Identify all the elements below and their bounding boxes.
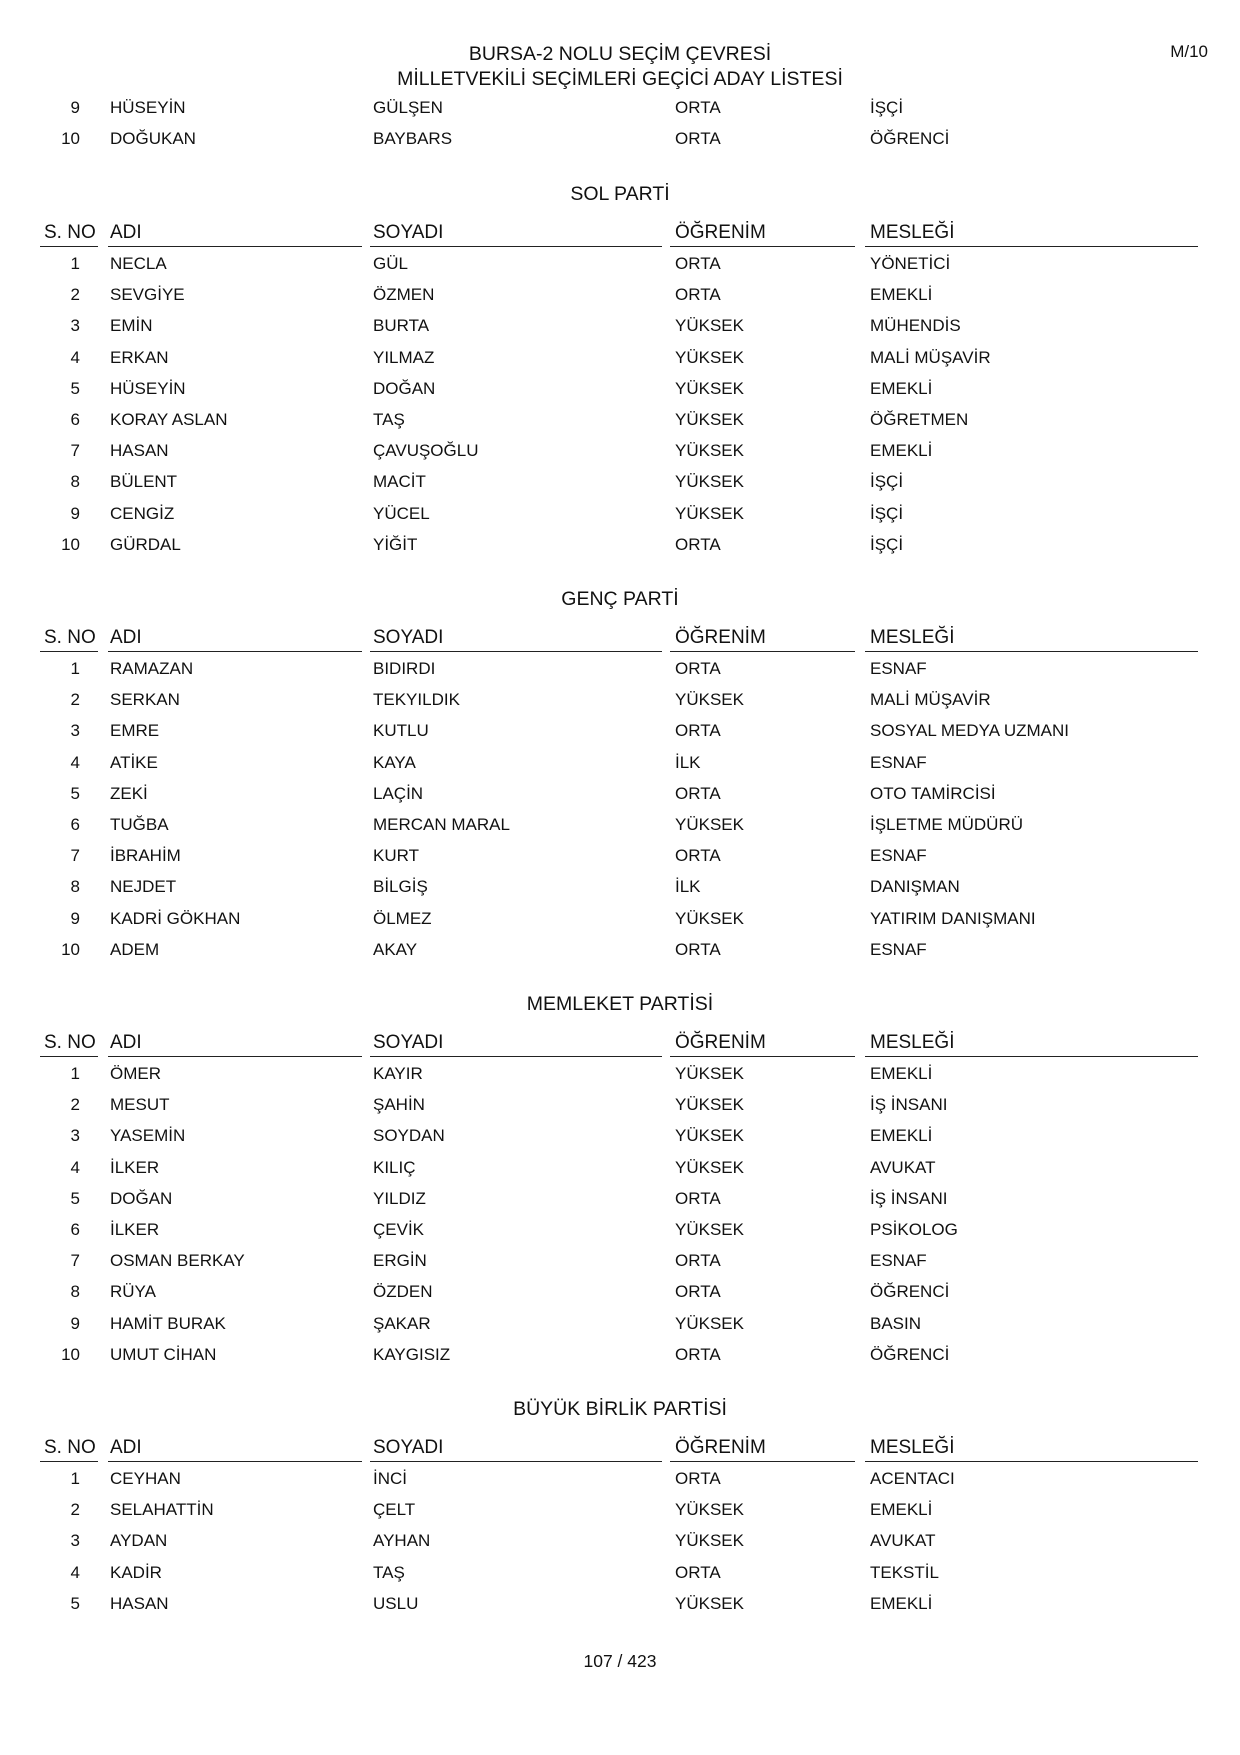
cell-ogrenim: YÜKSEK bbox=[675, 1313, 744, 1333]
cell-ad: ADEM bbox=[110, 939, 160, 959]
cell-ogrenim: ORTA bbox=[675, 659, 721, 678]
table-row bbox=[0, 248, 1240, 279]
cell-no: 10 bbox=[61, 534, 80, 554]
cell-ad: TUĞBA bbox=[110, 815, 169, 834]
column-underline bbox=[370, 651, 662, 652]
cell-soyad: KURT bbox=[373, 846, 419, 866]
cell-ad: HÜSEYİN bbox=[110, 378, 186, 398]
header-meslek: MESLEĞİ bbox=[870, 627, 955, 648]
cell-no: 1 bbox=[70, 1469, 80, 1488]
cell-ad: SELAHATTİN bbox=[110, 1500, 214, 1520]
cell-soyad: ÇAVUŞOĞLU bbox=[373, 441, 479, 461]
document-title bbox=[0, 42, 1240, 92]
cell-meslek: ESNAF bbox=[870, 939, 927, 959]
cell-soyad: KUTLU bbox=[373, 721, 429, 741]
cell-ogrenim: YÜKSEK bbox=[675, 1095, 744, 1115]
cell-no: 3 bbox=[70, 721, 80, 741]
cell-ad: SERKAN bbox=[110, 690, 180, 710]
cell-ad: RAMAZAN bbox=[110, 659, 194, 678]
cell-ad: GÜRDAL bbox=[110, 534, 181, 554]
cell-no: 2 bbox=[70, 285, 80, 305]
cell-ad: KADİR bbox=[110, 1562, 162, 1582]
cell-meslek: EMEKLİ bbox=[870, 441, 933, 461]
cell-ad: HASAN bbox=[110, 441, 169, 461]
cell-soyad: KILIÇ bbox=[373, 1157, 416, 1177]
page-number: 107 / 423 bbox=[583, 1651, 657, 1671]
cell-meslek: EMEKLİ bbox=[870, 1126, 933, 1146]
header-ogrenim: ÖĞRENİM bbox=[675, 1437, 766, 1458]
column-underline bbox=[865, 651, 1198, 652]
party-heading: GENÇ PARTİ bbox=[561, 588, 679, 610]
cell-soyad: ÇEVİK bbox=[373, 1220, 425, 1239]
cell-ogrenim: YÜKSEK bbox=[675, 441, 744, 461]
table-header bbox=[0, 1027, 1240, 1058]
cell-soyad: GÜLŞEN bbox=[373, 98, 443, 117]
table-row bbox=[0, 123, 1240, 154]
cell-meslek: MALİ MÜŞAVİR bbox=[870, 347, 991, 367]
cell-ogrenim: ORTA bbox=[675, 846, 721, 866]
cell-no: 5 bbox=[70, 1593, 80, 1613]
cell-ad: CENGİZ bbox=[110, 503, 175, 523]
cell-ad: YASEMİN bbox=[110, 1126, 186, 1146]
cell-soyad: LAÇİN bbox=[373, 783, 424, 803]
cell-meslek: İŞ İNSANI bbox=[870, 1188, 948, 1208]
cell-soyad: BİLGİŞ bbox=[373, 877, 428, 897]
table-row bbox=[0, 529, 1240, 560]
cell-soyad: GÜL bbox=[373, 254, 408, 273]
cell-no: 4 bbox=[70, 1562, 80, 1582]
cell-meslek: DANIŞMAN bbox=[870, 877, 960, 897]
cell-soyad: BIDIRDI bbox=[373, 659, 436, 678]
table-row bbox=[0, 435, 1240, 466]
table-row bbox=[0, 1120, 1240, 1151]
table-row bbox=[0, 840, 1240, 871]
column-underline bbox=[40, 1056, 98, 1057]
cell-ogrenim: YÜKSEK bbox=[675, 690, 744, 710]
cell-no: 1 bbox=[70, 659, 80, 678]
cell-meslek: ESNAF bbox=[870, 846, 927, 866]
cell-no: 7 bbox=[70, 1251, 80, 1271]
header-ogrenim: ÖĞRENİM bbox=[675, 222, 766, 243]
cell-no: 7 bbox=[70, 441, 80, 461]
column-underline bbox=[670, 246, 855, 247]
cell-ogrenim: ORTA bbox=[675, 534, 721, 554]
table-row bbox=[0, 747, 1240, 778]
cell-ogrenim: ORTA bbox=[675, 939, 721, 959]
cell-ad: ERKAN bbox=[110, 347, 169, 367]
table-row bbox=[0, 466, 1240, 497]
cell-meslek: EMEKLİ bbox=[870, 1500, 933, 1520]
cell-no: 4 bbox=[70, 1157, 80, 1177]
page-code: M/10 bbox=[1170, 42, 1208, 61]
cell-no: 10 bbox=[61, 129, 80, 149]
cell-soyad: KAYIR bbox=[373, 1064, 423, 1083]
cell-soyad: ÖZMEN bbox=[373, 285, 435, 305]
cell-soyad: ŞAHİN bbox=[373, 1095, 425, 1115]
party-heading: MEMLEKET PARTİSİ bbox=[526, 993, 714, 1015]
column-underline bbox=[865, 1461, 1198, 1462]
column-underline bbox=[670, 1056, 855, 1057]
column-underline bbox=[670, 1461, 855, 1462]
header-ogrenim: ÖĞRENİM bbox=[675, 1032, 766, 1053]
cell-meslek: ÖĞRENCİ bbox=[870, 1344, 950, 1364]
cell-ad: HÜSEYİN bbox=[110, 98, 186, 117]
cell-no: 3 bbox=[70, 1531, 80, 1551]
cell-meslek: AVUKAT bbox=[870, 1157, 936, 1177]
cell-meslek: İŞÇİ bbox=[870, 472, 904, 492]
table-row bbox=[0, 1339, 1240, 1370]
cell-ad: EMRE bbox=[110, 721, 160, 741]
cell-meslek: ÖĞRETMEN bbox=[870, 410, 969, 429]
cell-ad: AYDAN bbox=[110, 1531, 168, 1551]
cell-soyad: KAYGISIZ bbox=[373, 1344, 451, 1364]
column-underline bbox=[865, 246, 1198, 247]
table-row bbox=[0, 1308, 1240, 1339]
cell-meslek: PSİKOLOG bbox=[870, 1220, 958, 1239]
cell-ogrenim: YÜKSEK bbox=[675, 1593, 744, 1613]
cell-no: 4 bbox=[70, 752, 80, 772]
header-meslek: MESLEĞİ bbox=[870, 1032, 955, 1053]
cell-ad: UMUT CİHAN bbox=[110, 1344, 217, 1364]
cell-no: 9 bbox=[70, 1313, 80, 1333]
cell-ogrenim: ORTA bbox=[675, 98, 721, 117]
table-row bbox=[0, 809, 1240, 840]
table-row bbox=[0, 1152, 1240, 1183]
cell-no: 9 bbox=[70, 98, 80, 117]
cell-ogrenim: ORTA bbox=[675, 721, 721, 741]
cell-ad: MESUT bbox=[110, 1095, 170, 1115]
cell-ogrenim: ORTA bbox=[675, 285, 721, 305]
cell-ad: ZEKİ bbox=[110, 783, 148, 803]
table-row bbox=[0, 903, 1240, 934]
cell-ad: EMİN bbox=[110, 316, 153, 336]
cell-soyad: ŞAKAR bbox=[373, 1313, 431, 1333]
cell-no: 2 bbox=[70, 1500, 80, 1520]
table-row bbox=[0, 871, 1240, 902]
cell-ogrenim: ORTA bbox=[675, 783, 721, 803]
cell-no: 1 bbox=[70, 1064, 80, 1083]
cell-ad: RÜYA bbox=[110, 1282, 156, 1302]
cell-ogrenim: ORTA bbox=[675, 1469, 721, 1488]
cell-soyad: YİĞİT bbox=[373, 534, 418, 554]
cell-ad: HASAN bbox=[110, 1593, 169, 1613]
cell-ad: CEYHAN bbox=[110, 1469, 181, 1488]
column-underline bbox=[40, 246, 98, 247]
table-header bbox=[0, 622, 1240, 653]
cell-ogrenim: YÜKSEK bbox=[675, 1126, 744, 1146]
cell-ogrenim: ORTA bbox=[675, 129, 721, 149]
cell-soyad: YILMAZ bbox=[373, 347, 435, 367]
cell-no: 6 bbox=[70, 410, 80, 429]
table-row bbox=[0, 92, 1240, 123]
cell-soyad: YILDIZ bbox=[373, 1188, 426, 1208]
cell-no: 9 bbox=[70, 503, 80, 523]
cell-no: 7 bbox=[70, 846, 80, 866]
cell-ad: DOĞUKAN bbox=[110, 129, 196, 149]
cell-soyad: SOYDAN bbox=[373, 1126, 445, 1146]
column-underline bbox=[108, 1056, 362, 1057]
table-row bbox=[0, 1276, 1240, 1307]
cell-ogrenim: ORTA bbox=[675, 254, 721, 273]
cell-no: 6 bbox=[70, 815, 80, 834]
cell-soyad: ÖLMEZ bbox=[373, 908, 432, 928]
cell-soyad: DOĞAN bbox=[373, 378, 436, 398]
cell-soyad: KAYA bbox=[373, 752, 416, 772]
column-underline bbox=[370, 246, 662, 247]
cell-no: 4 bbox=[70, 347, 80, 367]
header-meslek: MESLEĞİ bbox=[870, 222, 955, 243]
table-row bbox=[0, 404, 1240, 435]
cell-ogrenim: YÜKSEK bbox=[675, 378, 744, 398]
table-header bbox=[0, 1432, 1240, 1463]
cell-ad: DOĞAN bbox=[110, 1188, 173, 1208]
cell-meslek: TEKSTİL bbox=[870, 1562, 939, 1582]
header-no: S. NO bbox=[44, 1437, 96, 1458]
table-row bbox=[0, 1557, 1240, 1588]
header-soyad: SOYADI bbox=[373, 1032, 444, 1053]
column-underline bbox=[670, 651, 855, 652]
cell-ogrenim: ORTA bbox=[675, 1251, 721, 1271]
table-header bbox=[0, 217, 1240, 248]
cell-no: 8 bbox=[70, 472, 80, 492]
cell-soyad: USLU bbox=[373, 1593, 419, 1613]
cell-soyad: MACİT bbox=[373, 472, 426, 492]
header-ad: ADI bbox=[110, 1437, 142, 1458]
cell-ogrenim: YÜKSEK bbox=[675, 908, 744, 928]
cell-soyad: MERCAN MARAL bbox=[373, 815, 510, 834]
table-row bbox=[0, 778, 1240, 809]
table-row bbox=[0, 498, 1240, 529]
cell-ad: İLKER bbox=[110, 1157, 160, 1177]
table-row bbox=[0, 934, 1240, 965]
cell-no: 8 bbox=[70, 1282, 80, 1302]
column-underline bbox=[865, 1056, 1198, 1057]
column-underline bbox=[108, 1461, 362, 1462]
cell-ogrenim: İLK bbox=[675, 877, 701, 897]
cell-meslek: AVUKAT bbox=[870, 1531, 936, 1551]
cell-meslek: İŞÇİ bbox=[870, 503, 904, 523]
table-row bbox=[0, 1183, 1240, 1214]
header-ad: ADI bbox=[110, 1032, 142, 1053]
table-row bbox=[0, 1494, 1240, 1525]
column-underline bbox=[370, 1056, 662, 1057]
cell-soyad: AKAY bbox=[373, 939, 418, 959]
cell-soyad: İNCİ bbox=[373, 1469, 407, 1488]
column-underline bbox=[40, 1461, 98, 1462]
cell-ogrenim: ORTA bbox=[675, 1344, 721, 1364]
header-ogrenim: ÖĞRENİM bbox=[675, 627, 766, 648]
cell-no: 6 bbox=[70, 1220, 80, 1239]
cell-ogrenim: İLK bbox=[675, 752, 701, 772]
cell-ad: BÜLENT bbox=[110, 472, 178, 492]
cell-meslek: ESNAF bbox=[870, 659, 927, 678]
cell-no: 3 bbox=[70, 1126, 80, 1146]
cell-no: 5 bbox=[70, 783, 80, 803]
cell-soyad: BAYBARS bbox=[373, 129, 453, 149]
header-no: S. NO bbox=[44, 222, 96, 243]
cell-no: 2 bbox=[70, 690, 80, 710]
header-soyad: SOYADI bbox=[373, 1437, 444, 1458]
table-row bbox=[0, 1588, 1240, 1619]
header-soyad: SOYADI bbox=[373, 627, 444, 648]
header-soyad: SOYADI bbox=[373, 222, 444, 243]
table-row bbox=[0, 373, 1240, 404]
header-no: S. NO bbox=[44, 627, 96, 648]
cell-ogrenim: ORTA bbox=[675, 1282, 721, 1302]
cell-soyad: ERGİN bbox=[373, 1251, 427, 1271]
cell-ad: NECLA bbox=[110, 254, 167, 273]
cell-meslek: ACENTACI bbox=[870, 1469, 955, 1488]
title-line-2: MİLLETVEKİLİ SEÇİMLERİ GEÇİCİ ADAY LİSTESİ bbox=[397, 68, 843, 90]
cell-meslek: İŞÇİ bbox=[870, 534, 904, 554]
cell-ad: İBRAHİM bbox=[110, 846, 181, 866]
cell-ogrenim: ORTA bbox=[675, 1562, 721, 1582]
cell-ogrenim: ORTA bbox=[675, 1188, 721, 1208]
cell-soyad: TAŞ bbox=[373, 1562, 405, 1582]
cell-ogrenim: YÜKSEK bbox=[675, 347, 744, 367]
cell-meslek: MÜHENDİS bbox=[870, 316, 961, 336]
table-row bbox=[0, 1463, 1240, 1494]
cell-soyad: ÇELT bbox=[373, 1500, 416, 1520]
cell-ogrenim: YÜKSEK bbox=[675, 1064, 744, 1083]
cell-ogrenim: YÜKSEK bbox=[675, 1531, 744, 1551]
cell-ogrenim: YÜKSEK bbox=[675, 503, 744, 523]
cell-ad: NEJDET bbox=[110, 877, 177, 897]
cell-meslek: İŞÇİ bbox=[870, 98, 904, 117]
cell-meslek: OTO TAMİRCİSİ bbox=[870, 783, 996, 803]
cell-ogrenim: YÜKSEK bbox=[675, 1157, 744, 1177]
cell-meslek: EMEKLİ bbox=[870, 1064, 933, 1083]
column-underline bbox=[108, 651, 362, 652]
cell-meslek: ÖĞRENCİ bbox=[870, 1282, 950, 1302]
cell-no: 8 bbox=[70, 877, 80, 897]
cell-no: 10 bbox=[61, 1344, 80, 1364]
header-meslek: MESLEĞİ bbox=[870, 1437, 955, 1458]
cell-soyad: AYHAN bbox=[373, 1531, 431, 1551]
cell-ad: HAMİT BURAK bbox=[110, 1313, 226, 1333]
cell-no: 2 bbox=[70, 1095, 80, 1115]
cell-ad: ATİKE bbox=[110, 752, 158, 772]
cell-meslek: BASIN bbox=[870, 1313, 922, 1333]
cell-no: 1 bbox=[70, 254, 80, 273]
cell-ogrenim: YÜKSEK bbox=[675, 316, 744, 336]
cell-ogrenim: YÜKSEK bbox=[675, 1220, 744, 1239]
table-row bbox=[0, 1525, 1240, 1556]
cell-meslek: YATIRIM DANIŞMANI bbox=[870, 908, 1036, 928]
table-row bbox=[0, 1089, 1240, 1120]
cell-soyad: TEKYILDIK bbox=[373, 690, 460, 710]
cell-meslek: EMEKLİ bbox=[870, 378, 933, 398]
cell-meslek: EMEKLİ bbox=[870, 285, 933, 305]
table-row bbox=[0, 715, 1240, 746]
cell-ad: İLKER bbox=[110, 1220, 160, 1239]
cell-ogrenim: YÜKSEK bbox=[675, 1500, 744, 1520]
column-underline bbox=[370, 1461, 662, 1462]
cell-no: 9 bbox=[70, 908, 80, 928]
table-row bbox=[0, 653, 1240, 684]
column-underline bbox=[108, 246, 362, 247]
cell-meslek: EMEKLİ bbox=[870, 1593, 933, 1613]
party-heading: BÜYÜK BİRLİK PARTİSİ bbox=[513, 1398, 727, 1420]
cell-no: 10 bbox=[61, 939, 80, 959]
cell-meslek: SOSYAL MEDYA UZMANI bbox=[870, 721, 1070, 741]
table-row bbox=[0, 684, 1240, 715]
cell-no: 5 bbox=[70, 378, 80, 398]
cell-meslek: İŞ İNSANI bbox=[870, 1095, 948, 1115]
table-row bbox=[0, 1214, 1240, 1245]
table-row bbox=[0, 310, 1240, 341]
cell-meslek: İŞLETME MÜDÜRÜ bbox=[870, 815, 1024, 834]
cell-soyad: YÜCEL bbox=[373, 503, 430, 523]
cell-meslek: ÖĞRENCİ bbox=[870, 129, 950, 149]
cell-ad: KORAY ASLAN bbox=[110, 410, 228, 429]
table-row bbox=[0, 342, 1240, 373]
table-row bbox=[0, 279, 1240, 310]
cell-meslek: ESNAF bbox=[870, 1251, 927, 1271]
cell-soyad: BURTA bbox=[373, 316, 430, 336]
header-ad: ADI bbox=[110, 627, 142, 648]
cell-meslek: ESNAF bbox=[870, 752, 927, 772]
cell-ad: KADRİ GÖKHAN bbox=[110, 908, 241, 928]
cell-meslek: YÖNETİCİ bbox=[870, 254, 951, 273]
cell-ad: ÖMER bbox=[110, 1064, 161, 1083]
cell-ad: OSMAN BERKAY bbox=[110, 1251, 245, 1271]
table-row bbox=[0, 1245, 1240, 1276]
cell-ogrenim: YÜKSEK bbox=[675, 410, 744, 429]
header-no: S. NO bbox=[44, 1032, 96, 1053]
cell-soyad: ÖZDEN bbox=[373, 1282, 433, 1302]
cell-ogrenim: YÜKSEK bbox=[675, 815, 744, 834]
title-line-1: BURSA-2 NOLU SEÇİM ÇEVRESİ bbox=[468, 43, 772, 65]
cell-ogrenim: YÜKSEK bbox=[675, 472, 744, 492]
cell-meslek: MALİ MÜŞAVİR bbox=[870, 690, 991, 710]
party-heading: SOL PARTİ bbox=[570, 183, 670, 205]
column-underline bbox=[40, 651, 98, 652]
cell-ad: SEVGİYE bbox=[110, 285, 185, 305]
table-row bbox=[0, 1058, 1240, 1089]
cell-no: 5 bbox=[70, 1188, 80, 1208]
cell-soyad: TAŞ bbox=[373, 410, 405, 429]
cell-no: 3 bbox=[70, 316, 80, 336]
header-ad: ADI bbox=[110, 222, 142, 243]
